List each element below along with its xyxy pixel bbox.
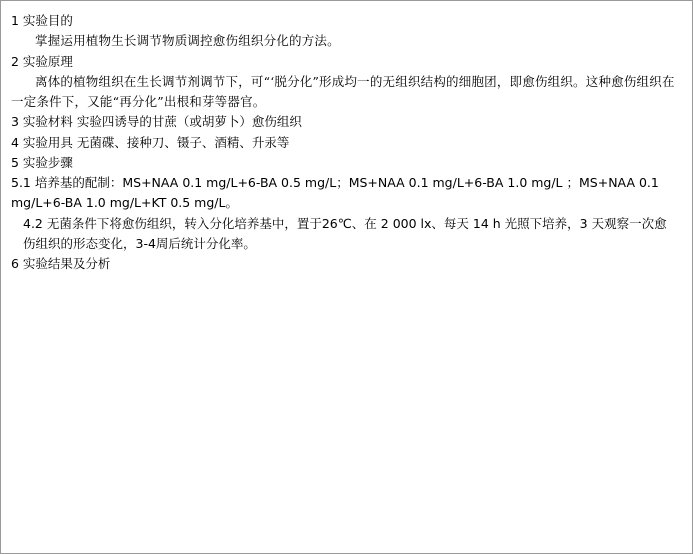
step-4-2-transfer-culture: 4.2 无菌条件下将愈伤组织，转入分化培养基中，置于26℃、在 2 000 lx、每天 14 h 光照下培养，3 天观察一次愈伤组织的形态变化，3-4周后统计分化率。 [23, 215, 667, 251]
section-heading-results: 6 实验结果及分析 [11, 256, 111, 271]
section-heading-principle: 2 实验原理 [11, 53, 73, 69]
section-heading-steps: 5 实验步骤 [11, 154, 73, 170]
section-heading-purpose: 1 实验目的 [11, 13, 73, 28]
paragraph-principle-text: 离体的植物组织在生长调节剂调节下，可“‘脱分化”形成均一的无组织结构的细胞团，即愈伤组织。这种愈伤组织在一定条件下，又能“再分化”出根和芽等器官。 [11, 73, 675, 109]
section-heading-materials: 3 实验材料 实验四诱导的甘蔗（或胡萝卜）愈伤组织 [11, 114, 302, 130]
section-heading-apparatus: 4 实验用具 无菌碟、接种刀、镊子、酒精、升汞等 [11, 134, 290, 150]
document-body [11, 11, 678, 274]
step-5-1-medium-preparation: 5.1 培养基的配制：MS+NAA 0.1 mg/L+6-BA 0.5 mg/L；MS+NAA 0.1 mg/L+6-BA 1.0 mg/L ；MS+NAA 0.1 mg/L+6-BA 1.0 mg/L+KT 0.5 mg/L。 [11, 175, 663, 211]
paragraph-purpose-text: 掌握运用植物生长调节物质调控愈伤组织分化的方法。 [35, 33, 340, 49]
